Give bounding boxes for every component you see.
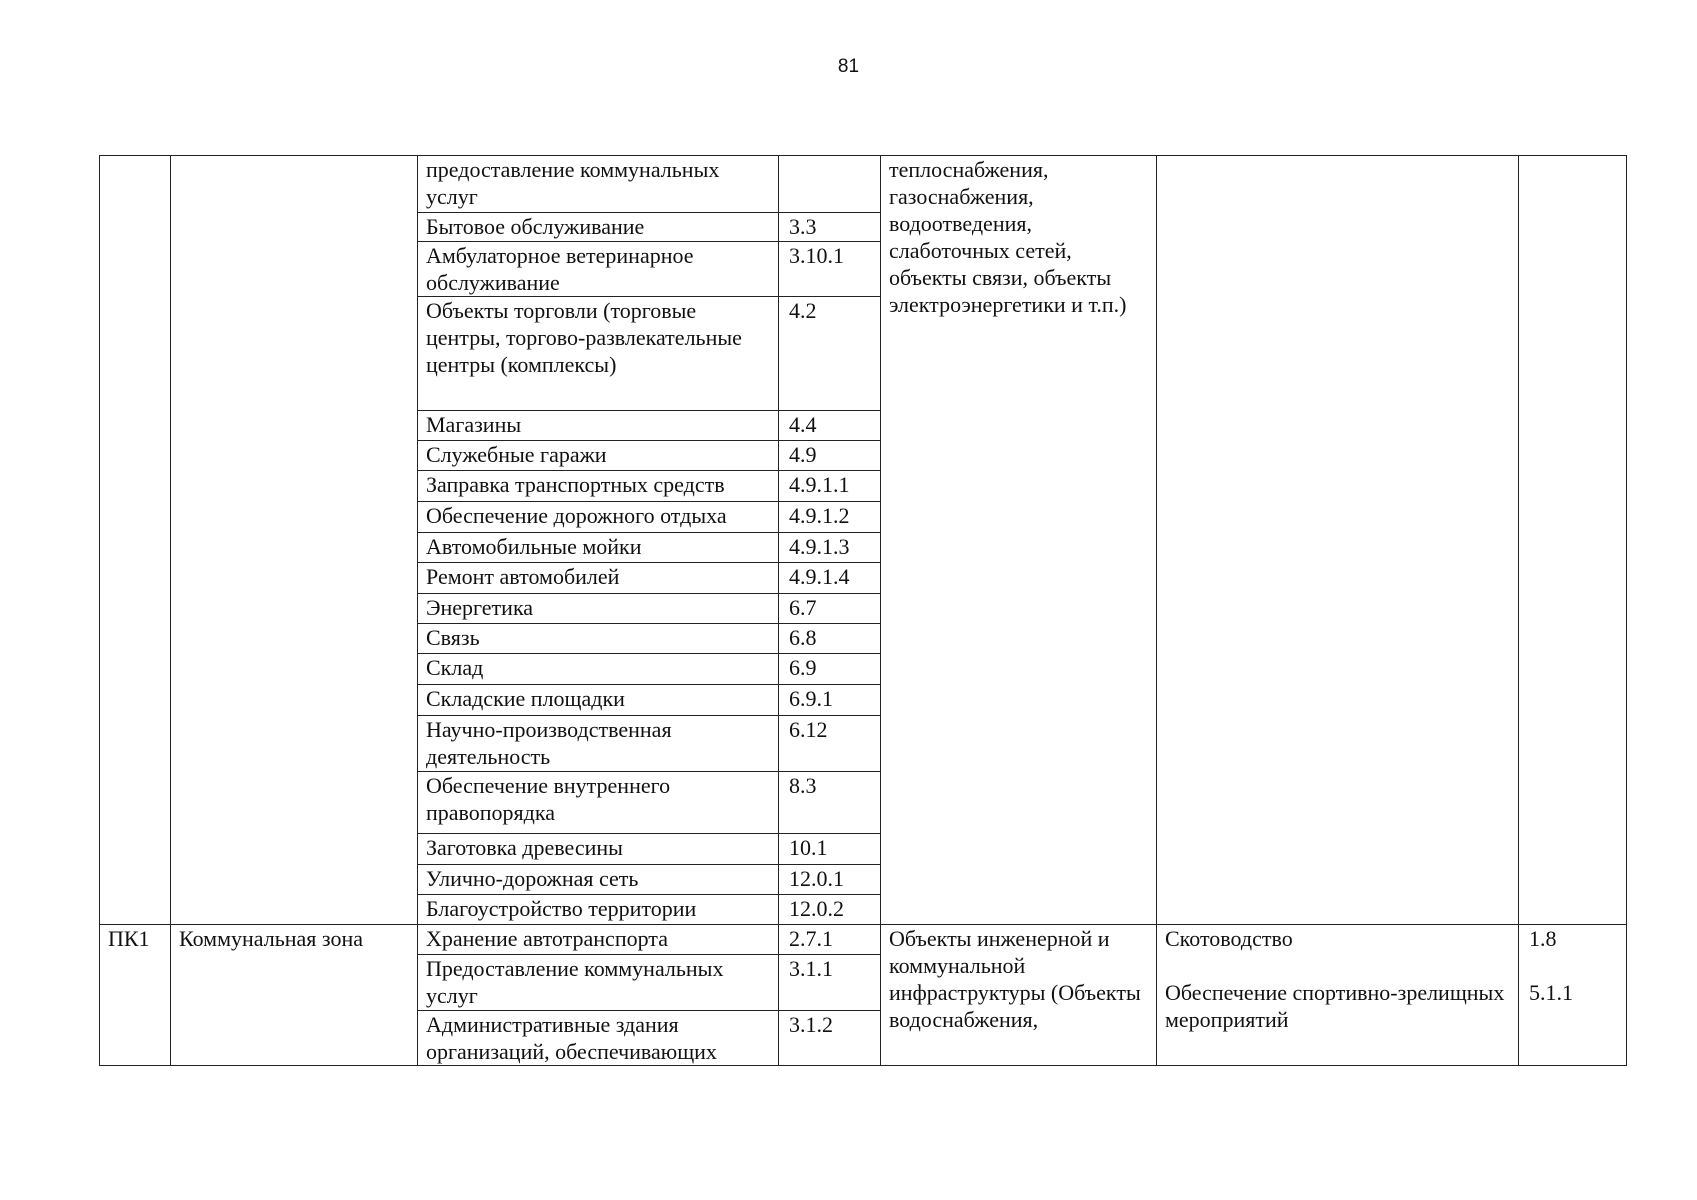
main-use-name: Научно-производственная деятельность [418,716,779,772]
main-use-name: Связь [418,624,779,654]
main-use-name: Обеспечение внутреннего правопорядка [418,772,779,834]
main-use-code: 3.10.1 [779,242,881,297]
main-use-code: 6.9.1 [779,685,881,716]
main-use-name: Ремонт автомобилей [418,563,779,594]
main-use-code: 4.9.1.4 [779,563,881,594]
conditional-codes-cell [1519,925,1627,1066]
main-use-code: 4.4 [779,411,881,441]
main-use-name: Хранение автотранспорта [418,925,779,955]
main-use-name: Автомобильные мойки [418,533,779,563]
auxiliary-uses-cell: Объекты инженерной и коммунальной инфраструктуры (Объекты водоснабжения, [881,925,1157,1066]
main-use-code: 12.0.1 [779,865,881,895]
main-use-name: Объекты торговли (торговые центры, торгово-развлекательные центры (комплексы) [418,297,779,411]
zone-code: ПК1 [100,925,171,1066]
main-use-code: 4.9.1.2 [779,502,881,533]
main-use-name: Предоставление коммунальных услуг [418,955,779,1011]
main-use-name: Амбулаторное ветеринарное обслуживание [418,242,779,297]
zone-name: Коммунальная зона [171,925,418,1066]
main-use-code: 4.9.1.3 [779,533,881,563]
conditional-uses-cell [1157,925,1519,1066]
main-use-code: 4.9 [779,441,881,471]
main-use-code: 6.12 [779,716,881,772]
zoning-table [99,155,1627,1066]
main-use-name: Служебные гаражи [418,441,779,471]
conditional-codes-cell-empty [1519,156,1627,925]
main-use-code: 6.7 [779,594,881,624]
main-use-name: Административные здания организаций, обеспечивающих [418,1011,779,1066]
zone-code-cell-empty [100,156,171,925]
main-use-name: Обеспечение дорожного отдыха [418,502,779,533]
page-number: 81 [837,56,860,77]
main-use-name: предоставление коммунальных услуг [418,156,779,213]
auxiliary-uses-cell: теплоснабжения, газоснабжения, водоотведения, слаботочных сетей, объекты связи, объекты электроэнергетики и т.п.) [881,156,1157,925]
main-use-code: 2.7.1 [779,925,881,955]
main-use-code [779,156,881,213]
main-use-name: Энергетика [418,594,779,624]
conditional-uses-cell-empty [1157,156,1519,925]
main-use-name: Улично-дорожная сеть [418,865,779,895]
main-use-name: Заготовка древесины [418,834,779,865]
main-use-code: 3.1.2 [779,1011,881,1066]
conditional-use-name: Обеспечение спортивно-зрелищных мероприятий [1165,980,1505,1032]
main-use-code: 4.2 [779,297,881,411]
main-use-name: Магазины [418,411,779,441]
zone-name-cell-empty [171,156,418,925]
main-use-code: 12.0.2 [779,895,881,925]
main-use-code: 6.8 [779,624,881,654]
main-use-code: 3.1.1 [779,955,881,1011]
conditional-use-code: 1.8 [1529,926,1557,951]
conditional-use-code: 5.1.1 [1529,980,1573,1005]
main-use-name: Склад [418,654,779,685]
main-use-code: 4.9.1.1 [779,471,881,502]
main-use-name: Бытовое обслуживание [418,213,779,242]
main-use-name: Заправка транспортных средств [418,471,779,502]
main-use-code: 6.9 [779,654,881,685]
main-use-name: Складские площадки [418,685,779,716]
main-use-code: 10.1 [779,834,881,865]
main-use-name: Благоустройство территории [418,895,779,925]
main-use-code: 8.3 [779,772,881,834]
main-use-code: 3.3 [779,213,881,242]
conditional-use-name: Скотоводство [1165,926,1293,951]
